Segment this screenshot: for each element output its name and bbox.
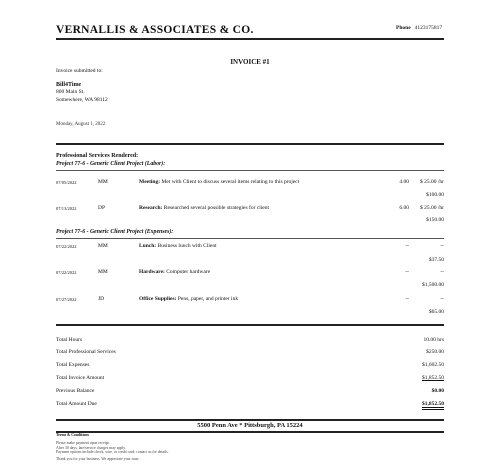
expense-project-title: Project 77-6 - Generic Client Project (Expenses):: [56, 229, 174, 235]
row-rate: $ 25.00 /hr: [420, 179, 444, 185]
labor-project-title: Project 77-6 - Generic Client Project (Labor):: [56, 161, 166, 167]
row-category: Research:: [139, 205, 163, 211]
phone-label: Phone: [396, 25, 411, 31]
row-initials: MM: [98, 179, 108, 185]
terms-line: After 30 days, late/service charges may apply.: [56, 445, 126, 450]
phone-line: [396, 25, 442, 31]
row-date: 07/27/2022: [56, 297, 77, 302]
phone-number: 4123175817: [414, 25, 443, 31]
prof-services-value: $250.00: [426, 349, 444, 355]
client-name: Bill4Time: [56, 81, 82, 88]
client-block: [56, 68, 108, 104]
prof-services-label: Total Professional Services: [56, 349, 116, 355]
row-initials: DP: [98, 205, 106, 211]
row-initials: MM: [98, 269, 108, 275]
row-description: Research: Researched several possible strategies for client: [139, 205, 270, 211]
row-amount: $65.00: [428, 309, 444, 315]
row-hours: --: [405, 269, 409, 275]
row-hours: --: [405, 296, 409, 302]
row-amount: $150.00: [426, 217, 444, 223]
previous-balance-value: $0.00: [431, 388, 444, 394]
total-hours-value: 10.00 hrs: [423, 337, 444, 343]
firm-name: VERNALLIS & ASSOCIATES & CO.: [56, 24, 254, 36]
row-date: 07/22/2022: [56, 270, 77, 275]
row-hours: 6.00: [399, 205, 409, 211]
row-rate: --: [440, 296, 444, 302]
invoice-amount-label: Total Invoice Amount: [56, 375, 105, 381]
row-description: Meeting: Met with Client to discuss several items relating to this project: [139, 179, 300, 185]
items-end-rule: [56, 324, 444, 326]
terms-title: Terms & Conditions: [56, 433, 89, 437]
row-rate: --: [440, 243, 444, 249]
row-hours: --: [405, 243, 409, 249]
terms-line: Please make payment upon receipt.: [56, 440, 110, 445]
footer-top-rule: [56, 419, 444, 421]
row-hours: 4.00: [399, 179, 409, 185]
row-rate: $ 25.00 /hr: [420, 205, 444, 211]
row-date: 07/13/2022: [56, 206, 77, 211]
row-amount: $1,500.00: [422, 282, 444, 288]
invoice-title: INVOICE #1: [230, 58, 270, 66]
services-heading: Professional Services Rendered:: [56, 153, 139, 159]
invoice-date: Monday, August 1, 2022: [56, 122, 106, 127]
header-rule: [56, 38, 444, 40]
date-rule: [56, 143, 444, 145]
row-description: Office Supplies: Pens, paper, and printer ink: [139, 296, 239, 302]
row-description: Hardware: Computer hardware: [139, 269, 211, 275]
row-date: 07/05/2022: [56, 180, 77, 185]
terms-line: Thank you for your business. We appreciate your trust.: [56, 457, 140, 462]
labor-rule: [56, 170, 444, 171]
amount-due-label: Total Amount Due: [56, 401, 97, 407]
submitted-to-label: Invoice submitted to:: [56, 68, 103, 74]
row-initials: MM: [98, 243, 108, 249]
invoice-amount-value: $1,852.50: [422, 375, 444, 381]
expenses-label: Total Expenses: [56, 362, 90, 368]
row-category: Office Supplies:: [139, 296, 177, 302]
expense-rule: [56, 238, 444, 239]
client-address-line-1: 800 Main St.: [56, 89, 85, 95]
row-category: Hardware:: [139, 269, 165, 275]
row-date: 07/22/2022: [56, 244, 77, 249]
amount-due-value: $1,852.50: [422, 401, 444, 410]
row-description: Lunch: Business lunch with Client: [139, 243, 217, 249]
row-initials: JD: [98, 296, 105, 302]
terms-line: Payment options include check, wire, or credit card; contact us for details.: [56, 450, 169, 455]
footer-address: 5500 Penn Ave * Pittsburgh, PA 15224: [197, 422, 303, 429]
row-rate: --: [440, 269, 444, 275]
expenses-value: $1,602.50: [422, 362, 444, 368]
terms-block: [56, 433, 256, 462]
row-amount: $37.50: [428, 257, 444, 263]
row-category: Meeting:: [139, 179, 161, 185]
row-category: Lunch:: [139, 243, 157, 249]
previous-balance-label: Previous Balance: [56, 388, 95, 394]
total-hours-label: Total Hours: [56, 337, 83, 343]
client-address-line-2: Somewhere, WA 98112: [56, 96, 108, 103]
row-amount: $100.00: [426, 192, 444, 198]
